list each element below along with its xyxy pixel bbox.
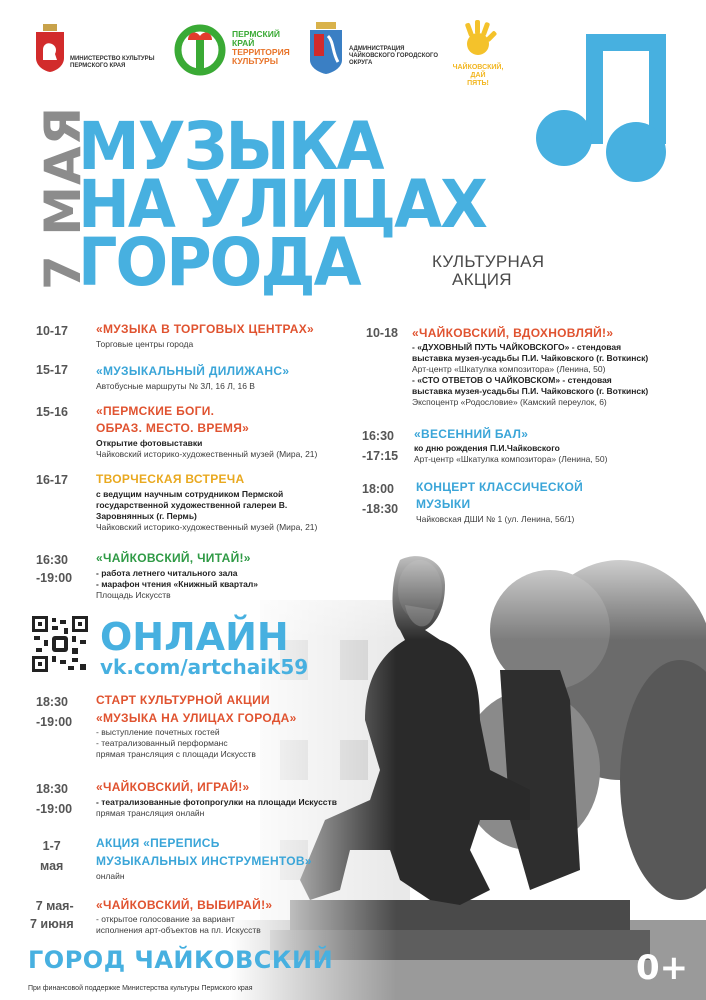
event-time: 16-17	[36, 473, 68, 487]
event-item	[412, 326, 648, 408]
slogan-line1: ЧАЙКОВСКИЙ, ДАЙ	[452, 64, 504, 79]
event-desc: ко дню рождения П.И.Чайковского	[414, 443, 560, 453]
event-desc: - марафон чтения «Книжный квартал»	[96, 579, 259, 589]
event-title: «ВЕСЕННИЙ БАЛ»	[414, 427, 529, 441]
event-title-2: МУЗЫКИ	[416, 497, 471, 511]
subtitle-line2: АКЦИЯ	[452, 270, 512, 289]
event-item	[96, 780, 337, 819]
online-heading: ОНЛАЙН	[100, 615, 289, 659]
event-item	[96, 898, 272, 936]
event-title-2: МУЗЫКАЛЬНЫХ ИНСТРУМЕНТОВ»	[96, 854, 312, 868]
event-title: АКЦИЯ «ПЕРЕПИСЬ	[96, 836, 220, 850]
event-venue: Арт-центр «Шкатулка композитора» (Ленина, 50)	[414, 454, 608, 464]
event-desc: прямая трансляция онлайн	[96, 808, 205, 818]
event-title: СТАРТ КУЛЬТУРНОЙ АКЦИИ	[96, 693, 270, 707]
age-rating-badge: 0+	[636, 948, 689, 988]
event-time: 10-17	[36, 324, 68, 338]
event-item	[96, 322, 314, 350]
administration-line1: АДМИНИСТРАЦИЯ	[349, 46, 405, 52]
event-venue: Чайковский историко-художественный музей (Мира, 21)	[96, 522, 318, 532]
event-time: 1-7 мая	[40, 839, 64, 873]
event-time: 10-18	[366, 326, 398, 340]
tchaikovsky-monument-photo	[230, 520, 706, 1000]
event-desc: Открытие фотовыставки	[96, 438, 203, 448]
event-venue: Автобусные маршруты № 3Л, 16 Л, 16 В	[96, 381, 255, 391]
event-title: «ЧАЙКОВСКИЙ, ИГРАЙ!»	[96, 780, 250, 794]
perm-krai-line2: КРАЙ	[232, 38, 255, 48]
event-time: 15-17	[36, 363, 68, 377]
event-date-vertical: 7 МАЯ	[34, 105, 92, 290]
event-desc: выставка музея-усадьбы П.И. Чайковского (г. Воткинск)	[412, 386, 649, 396]
event-time: 18:00 -18:30	[362, 482, 399, 516]
event-item	[96, 364, 289, 392]
title-line-1: МУЗЫКА	[78, 107, 383, 185]
event-desc: исполнения арт-объектов на пл. Искусств	[96, 925, 261, 935]
event-title: «МУЗЫКАЛЬНЫЙ ДИЛИЖАНС»	[96, 364, 290, 378]
event-item	[416, 480, 583, 525]
administration-line3: ОКРУГА	[349, 60, 373, 66]
event-item	[96, 693, 297, 760]
event-desc: - театрализованный перформанс	[96, 738, 228, 748]
vk-link[interactable]: vk.com/artchaik59	[100, 655, 309, 679]
event-time: 18:30 -19:00	[36, 695, 73, 729]
perm-krai-line3: ТЕРРИТОРИЯ	[232, 47, 290, 57]
subtitle-line1: КУЛЬТУРНАЯ	[432, 252, 545, 271]
perm-krai-line1: ПЕРМСКИЙ	[232, 29, 280, 39]
event-desc: - выступление почетных гостей	[96, 727, 220, 737]
city-name: ГОРОД ЧАЙКОВСКИЙ	[28, 946, 334, 974]
qr-code-icon[interactable]	[32, 616, 88, 672]
slogan-line2: ПЯТЬ!	[467, 80, 489, 87]
event-time: 16:30 -19:00	[36, 553, 73, 585]
event-venue: Площадь Искусств	[96, 590, 171, 600]
ministry-logo	[36, 24, 64, 77]
event-item	[414, 427, 607, 465]
event-item	[96, 551, 258, 601]
event-venue: Экспоцентр «Родословие» (Камский переулок, 6)	[412, 397, 607, 407]
event-time: 18:30 -19:00	[36, 782, 73, 816]
event-time: 15-16	[36, 405, 68, 419]
title-line-3: ГОРОДА	[78, 223, 360, 301]
event-desc: онлайн	[96, 871, 125, 881]
footer-support-text: При финансовой поддержке Министерства культуры Пермского края	[28, 985, 253, 992]
event-title: «МУЗЫКА В ТОРГОВЫХ ЦЕНТРАХ»	[96, 322, 314, 336]
event-desc: выставка музея-усадьбы П.И. Чайковского (г. Воткинск)	[412, 353, 649, 363]
event-title-2: ОБРАЗ. МЕСТО. ВРЕМЯ»	[96, 421, 250, 435]
event-title: «ПЕРМСКИЕ БОГИ.	[96, 404, 215, 418]
perm-krai-line4: КУЛЬТУРЫ	[232, 56, 279, 66]
event-item	[96, 404, 317, 460]
event-title: «ЧАЙКОВСКИЙ, ВЫБИРАЙ!»	[96, 898, 273, 912]
event-item	[96, 472, 317, 533]
event-venue: Арт-центр «Шкатулка композитора» (Ленина, 50)	[412, 364, 606, 374]
event-time: 16:30 -17:15	[362, 429, 399, 463]
event-time: 7 мая- 7 июня	[30, 899, 74, 931]
event-desc: прямая трансляция с площади Искусств	[96, 749, 256, 759]
event-title: КОНЦЕРТ КЛАССИЧЕСКОЙ	[416, 480, 584, 494]
chaykovsky-coat-of-arms-icon	[310, 22, 342, 74]
event-desc: - «ДУХОВНЫЙ ПУТЬ ЧАЙКОВСКОГО» - стендовая	[412, 342, 622, 352]
event-desc: - открытое голосование за вариант	[96, 914, 235, 924]
administration-line2: ЧАЙКОВСКОГО ГОРОДСКОГО	[349, 53, 439, 59]
event-desc: - театрализованные фотопрогулки на площади Искусств	[96, 797, 337, 807]
event-venue: Чайковский историко-художественный музей (Мира, 21)	[96, 449, 318, 459]
event-desc: - «СТО ОТВЕТОВ О ЧАЙКОВСКОМ» - стендовая	[412, 375, 612, 385]
coat-of-arms-icon	[36, 24, 64, 72]
event-title: «ЧАЙКОВСКИЙ, ВДОХНОВЛЯЙ!»	[412, 326, 614, 340]
ministry-name-line2: ПЕРМСКОГО КРАЯ	[70, 63, 126, 69]
title-line-2: НА УЛИЦАХ	[78, 165, 486, 243]
event-title-2: «МУЗЫКА НА УЛИЦАХ ГОРОДА»	[96, 711, 297, 725]
event-desc: Заровнянных (г. Пермь)	[96, 511, 197, 521]
event-title: «ЧАЙКОВСКИЙ, ЧИТАЙ!»	[96, 551, 251, 565]
event-title: ТВОРЧЕСКАЯ ВСТРЕЧА	[96, 472, 245, 486]
hand-sun-logo-icon	[458, 20, 498, 60]
event-item	[96, 836, 312, 882]
event-venue: Чайковская ДШИ № 1 (ул. Ленина, 56/1)	[416, 514, 575, 524]
event-desc: - работа летнего читального зала	[96, 568, 238, 578]
ministry-name-line1: МИНИСТЕРСТВО КУЛЬТУРЫ	[70, 56, 155, 62]
event-desc: с ведущим научным сотрудником Пермской	[96, 489, 284, 499]
event-venue: Торговые центры города	[96, 339, 194, 349]
music-note-icon	[536, 34, 670, 194]
perm-krai-logo-icon	[174, 22, 226, 78]
event-desc: государственной художественной галереи В.	[96, 500, 288, 510]
